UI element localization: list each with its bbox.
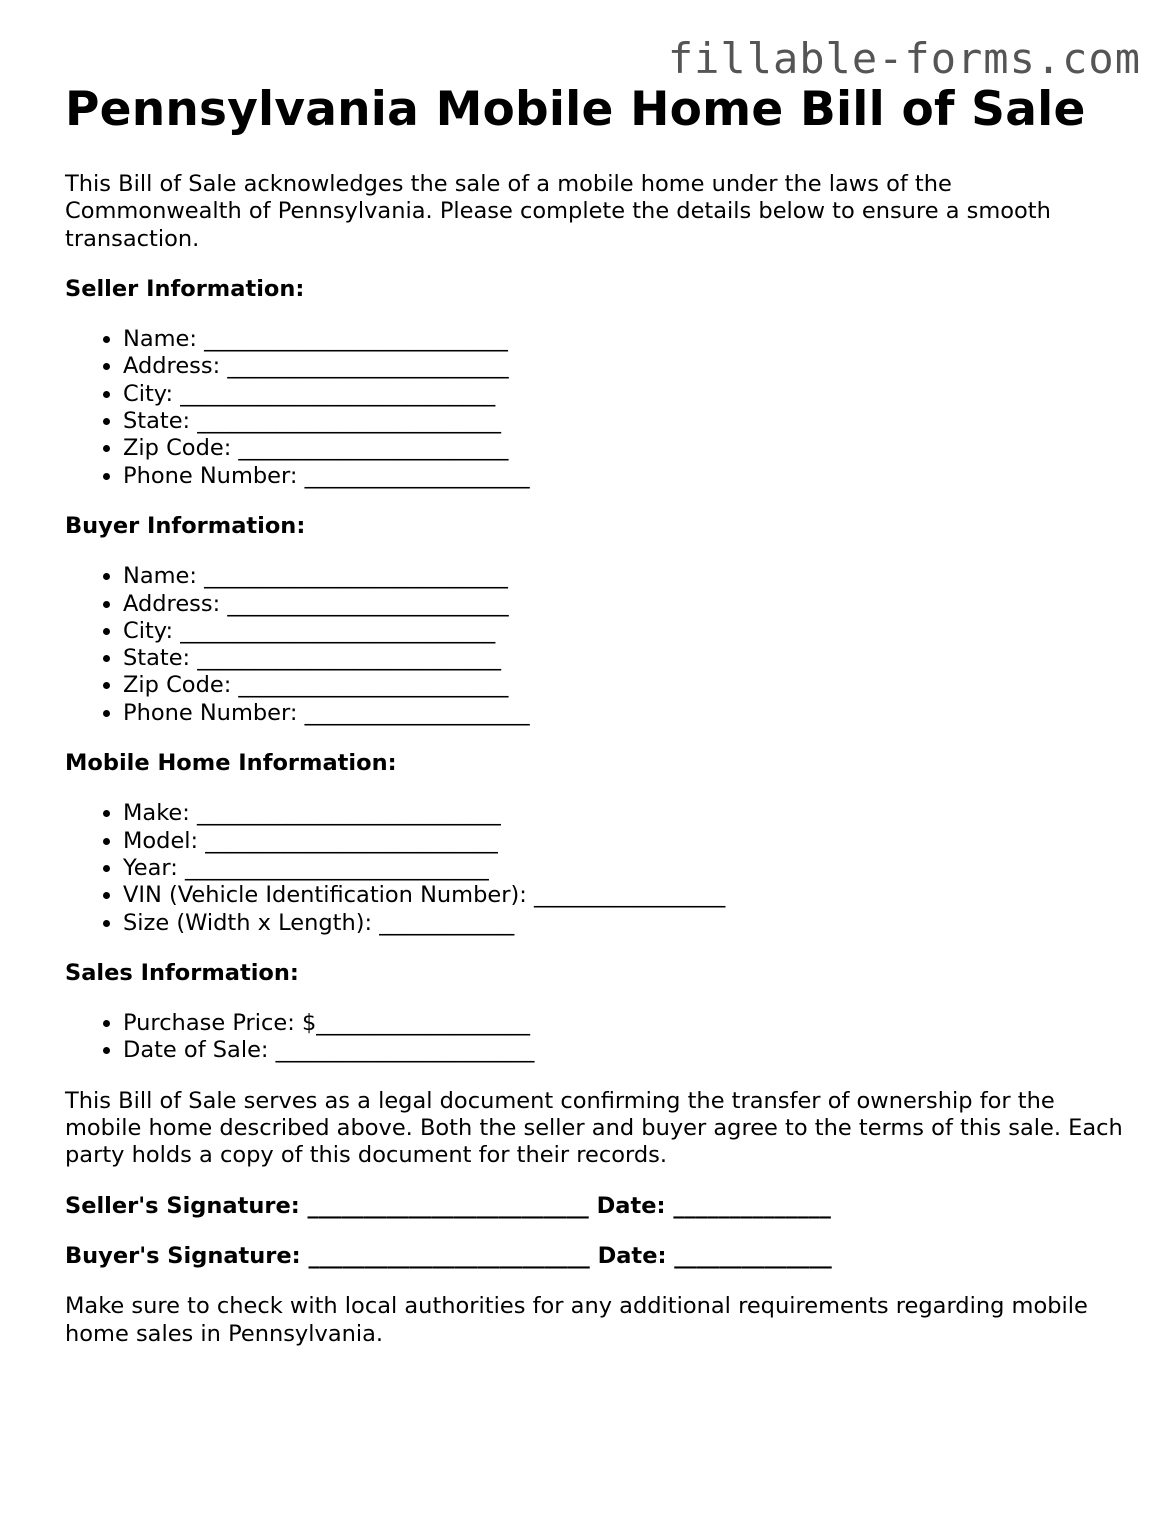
seller-zip-field[interactable]: • Zip Code: ________________________ — [123, 435, 1135, 462]
seller-name-field[interactable]: • Name: ___________________________ — [123, 326, 1135, 353]
seller-address-field[interactable]: • Address: _________________________ — [123, 353, 1135, 380]
seller-phone-field[interactable]: • Phone Number: ____________________ — [123, 463, 1135, 490]
page-title: Pennsylvania Mobile Home Bill of Sale — [65, 82, 1086, 137]
sales-section-heading: Sales Information: — [65, 959, 299, 986]
vin-field[interactable]: • VIN (Vehicle Identification Number): _________________ — [123, 882, 1135, 909]
mobile-home-section-heading: Mobile Home Information: — [65, 750, 397, 777]
buyer-field-list — [65, 563, 1135, 727]
sales-field-list — [65, 1010, 1135, 1065]
watermark: fillable-forms.com — [667, 34, 1141, 83]
model-field[interactable]: • Model: __________________________ — [123, 828, 1135, 855]
seller-state-field[interactable]: • State: ___________________________ — [123, 408, 1135, 435]
buyer-name-field[interactable]: • Name: ___________________________ — [123, 563, 1135, 590]
buyer-zip-field[interactable]: • Zip Code: ________________________ — [123, 672, 1135, 699]
size-field[interactable]: • Size (Width x Length): ____________ — [123, 910, 1135, 937]
mobile-home-field-list — [65, 800, 1135, 936]
buyer-state-field[interactable]: • State: ___________________________ — [123, 645, 1135, 672]
buyer-section-heading: Buyer Information: — [65, 512, 306, 539]
year-field[interactable]: • Year: ___________________________ — [123, 855, 1135, 882]
document-page — [65, 82, 1135, 1348]
seller-signature-text: Seller's Signature: _________________________ Date: ______________ — [65, 1192, 831, 1219]
seller-city-field[interactable]: • City: ____________________________ — [123, 381, 1135, 408]
buyer-phone-field[interactable]: • Phone Number: ____________________ — [123, 700, 1135, 727]
closing-paragraph: This Bill of Sale serves as a legal document confirming the transfer of ownership for the mobile home described above. Both the seller and buyer agree to the terms of this sale. Each party holds a copy of this document for their records. — [65, 1087, 1123, 1169]
date-of-sale-field[interactable]: • Date of Sale: _______________________ — [123, 1037, 1135, 1064]
footer-note: Make sure to check with local authorities for any additional requirements regarding mobile home sales in Pennsylvania. — [65, 1293, 1088, 1347]
seller-section-heading: Seller Information: — [65, 275, 305, 302]
intro-paragraph: This Bill of Sale acknowledges the sale of a mobile home under the laws of the Commonwealth of Pennsylvania. Please complete the details below to ensure a smooth transaction. — [65, 171, 1051, 252]
make-field[interactable]: • Make: ___________________________ — [123, 800, 1135, 827]
buyer-city-field[interactable]: • City: ____________________________ — [123, 618, 1135, 645]
buyer-signature-text: Buyer's Signature: _________________________ Date: ______________ — [65, 1242, 832, 1269]
buyer-signature-line[interactable] — [65, 1243, 1135, 1270]
seller-field-list — [65, 326, 1135, 490]
buyer-address-field[interactable]: • Address: _________________________ — [123, 591, 1135, 618]
purchase-price-field[interactable]: • Purchase Price: $___________________ — [123, 1010, 1135, 1037]
seller-signature-line[interactable] — [65, 1193, 1135, 1220]
